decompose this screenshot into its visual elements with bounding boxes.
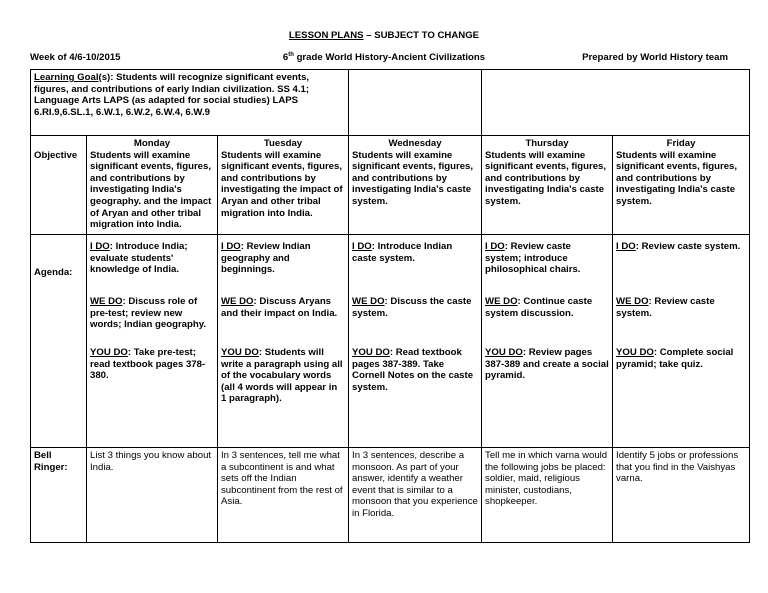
page-title — [0, 30, 768, 42]
objective-tuesday — [218, 136, 349, 235]
bell-ringer-thursday: Tell me in which varna would the following jobs be placed: soldier, maid, religious minister, custodians, shopkeeper. — [482, 448, 613, 543]
you-do-text: : Students will write a paragraph using all of the vocabulary words (all 4 words will appear in 1 paragraph). — [221, 347, 343, 405]
learning-goal-cell — [31, 70, 349, 136]
goal-empty-cell-right — [482, 70, 750, 136]
day-tuesday: Tuesday — [263, 138, 303, 149]
we-do-monday — [87, 289, 218, 341]
goal-label-suffix: (s) — [98, 72, 111, 83]
i-do-key: I DO — [352, 241, 372, 252]
bell-ringer-friday: Identify 5 jobs or professions that you find in the Vaishyas varna. — [613, 448, 750, 543]
i-do-text: : Introduce India; evaluate students' knowledge of India. — [90, 241, 188, 276]
we-do-key: WE DO — [221, 296, 254, 307]
we-do-text: : Continue caste system discussion. — [485, 296, 593, 319]
grade-rest: grade World History-Ancient Civilizations — [293, 52, 486, 63]
we-do-text: : Discuss role of pre-test; review new words; Indian geography. — [90, 296, 207, 331]
day-wednesday: Wednesday — [388, 138, 442, 149]
you-do-thursday — [482, 341, 613, 448]
objective-row — [31, 136, 750, 235]
objective-thursday — [482, 136, 613, 235]
we-do-tuesday — [218, 289, 349, 341]
bell-ringer-tuesday: In 3 sentences, tell me what a subcontinent is and what sets off the Indian subcontinent from the rest of Asia. — [218, 448, 349, 543]
bell-ringer-monday: List 3 things you know about India. — [87, 448, 218, 543]
goal-text: : Students will recognize significant events, figures, and contributions of early Indian civilization. SS 4.1; Language Arts LAPS (as adapted for social studies) LAPS 6.RI.9,6.SL.1, 6.W.1, 6.W.2, 6.W.4, 6.W.9 — [34, 72, 310, 118]
you-do-tuesday — [218, 341, 349, 448]
i-do-key: I DO — [221, 241, 241, 252]
i-do-monday — [87, 235, 218, 290]
we-do-key: WE DO — [90, 296, 123, 307]
grade-number: 6 — [282, 52, 289, 63]
i-do-text: : Review caste system. — [635, 241, 741, 252]
you-do-text: : Read textbook pages 387-389. Take Cornell Notes on the caste system. — [352, 347, 474, 393]
i-do-text: : Introduce Indian caste system. — [352, 241, 453, 264]
you-do-monday — [87, 341, 218, 448]
we-do-friday — [613, 289, 750, 341]
agenda-i-do-row — [31, 235, 750, 290]
lesson-plan-table — [30, 69, 750, 543]
we-do-wednesday — [349, 289, 482, 341]
you-do-wednesday — [349, 341, 482, 448]
objective-text: Students will examine significant events, figures, and contributions by investigating India's caste system. — [616, 149, 738, 207]
you-do-text: : Review pages 387-389 and create a social pyramid. — [485, 347, 609, 382]
day-monday: Monday — [133, 138, 171, 149]
objective-text: Students will examine significant events, figures, and contributions by investigating India's caste system. — [485, 149, 607, 207]
bell-ringer-label: Bell Ringer: — [31, 448, 87, 543]
i-do-friday — [613, 235, 750, 290]
goal-empty-cell — [349, 70, 482, 136]
title-underlined: LESSON PLANS — [288, 30, 364, 41]
day-thursday: Thursday — [525, 138, 569, 149]
objective-text: Students will examine significant events, figures, and contributions by investigating India's geography. and the impact of Aryan and other tribal migration into India. — [90, 149, 212, 231]
bell-ringer-wednesday: In 3 sentences, describe a monsoon. As part of your answer, identify a weather event that is similar to a monsoon that you experience in Florida. — [349, 448, 482, 543]
you-do-key: YOU DO — [90, 347, 128, 358]
i-do-thursday — [482, 235, 613, 290]
i-do-key: I DO — [485, 241, 505, 252]
you-do-key: YOU DO — [616, 347, 654, 358]
we-do-key: WE DO — [485, 296, 518, 307]
agenda-label: Agenda: — [31, 235, 87, 448]
objective-monday — [87, 136, 218, 235]
you-do-text: : Take pre-test; read textbook pages 378-380. — [90, 347, 206, 382]
i-do-key: I DO — [90, 241, 110, 252]
objective-label: Objective — [31, 136, 87, 235]
you-do-key: YOU DO — [352, 347, 390, 358]
you-do-key: YOU DO — [485, 347, 523, 358]
we-do-key: WE DO — [616, 296, 649, 307]
i-do-text: : Review caste system; introduce philosophical chairs. — [485, 241, 581, 276]
goal-label: Learning Goal — [34, 72, 99, 83]
agenda-you-do-row — [31, 341, 750, 448]
i-do-text: : Review Indian geography and beginnings. — [221, 241, 311, 276]
we-do-text: : Discuss the caste system. — [352, 296, 472, 319]
objective-friday — [613, 136, 750, 235]
you-do-text: : Complete social pyramid; take quiz. — [616, 347, 734, 370]
prepared-by: Prepared by World History team — [582, 52, 728, 63]
you-do-key: YOU DO — [221, 347, 259, 358]
title-rest: – SUBJECT TO CHANGE — [363, 30, 480, 41]
we-do-text: : Review caste system. — [616, 296, 715, 319]
objective-text: Students will examine significant events, figures, and contributions by investigating the impact of Aryan and other tribal migration into India. — [221, 149, 343, 219]
grade-superscript: th — [288, 52, 294, 58]
you-do-friday — [613, 341, 750, 448]
agenda-we-do-row — [31, 289, 750, 341]
we-do-key: WE DO — [352, 296, 385, 307]
bell-ringer-row — [31, 448, 750, 543]
i-do-key: I DO — [616, 241, 636, 252]
i-do-wednesday — [349, 235, 482, 290]
week-label: Week of 4/6-10/2015 — [30, 52, 121, 63]
objective-text: Students will examine significant events, figures, and contributions by investigating India's caste system. — [352, 149, 474, 207]
we-do-text: : Discuss Aryans and their impact on India. — [221, 296, 338, 319]
i-do-tuesday — [218, 235, 349, 290]
day-friday: Friday — [666, 138, 696, 149]
objective-wednesday — [349, 136, 482, 235]
goal-row — [31, 70, 750, 136]
we-do-thursday — [482, 289, 613, 341]
